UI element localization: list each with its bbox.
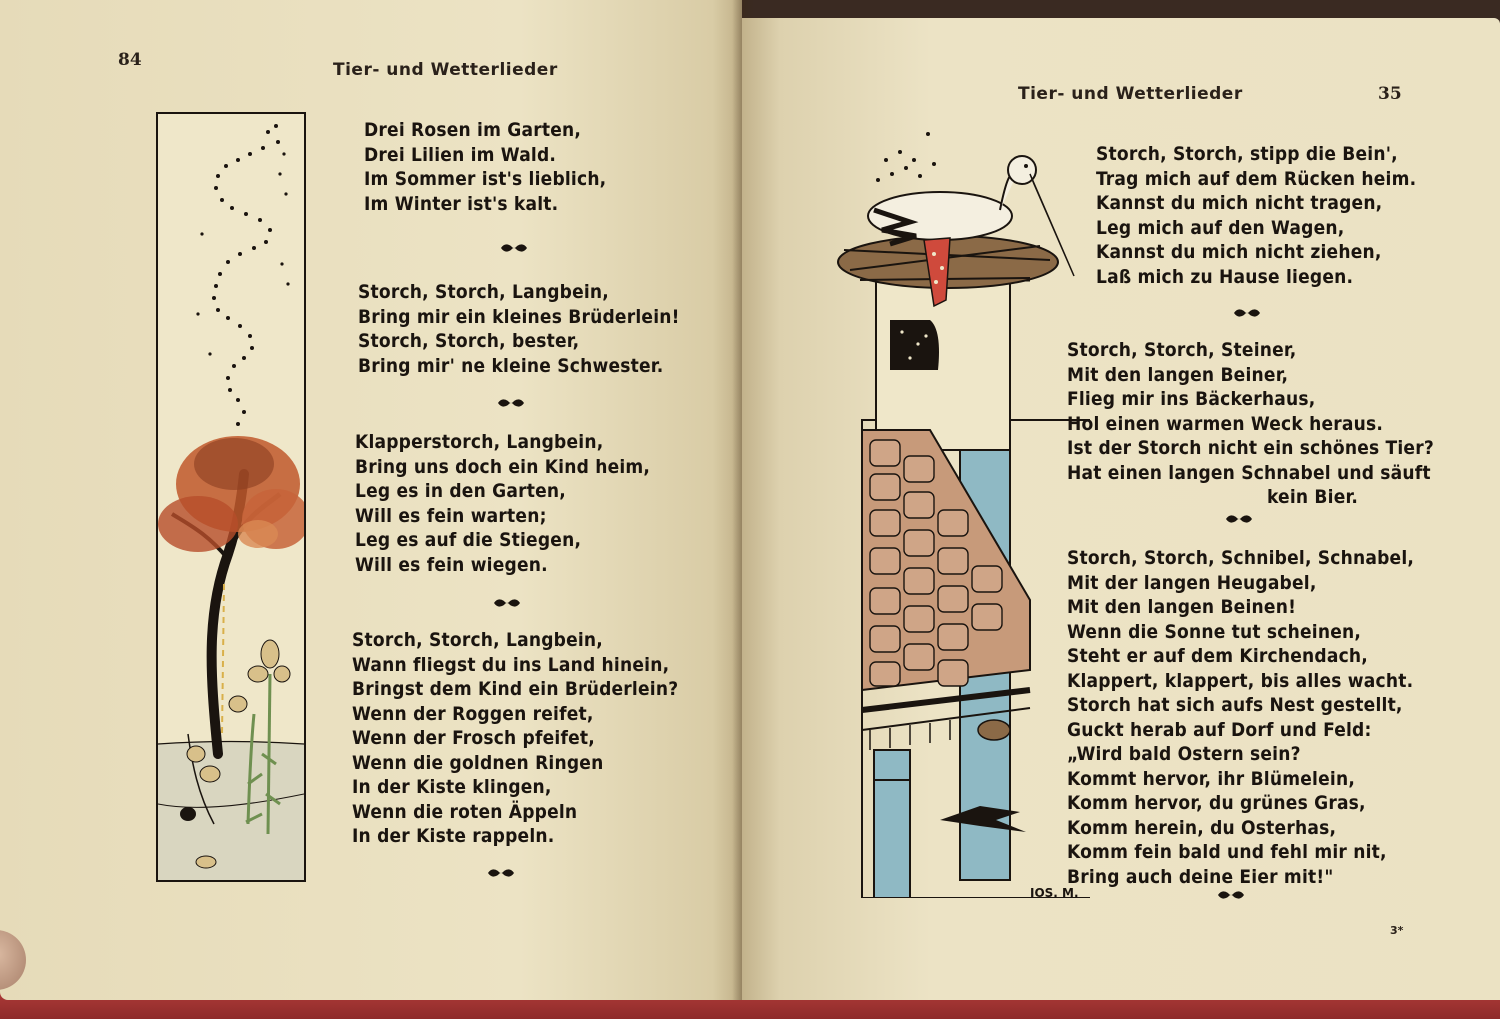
verse-line: Trag mich auf dem Rücken heim.	[1096, 167, 1417, 190]
verse-line: Wann fliegst du ins Land hinein,	[352, 653, 670, 676]
verse-line: Im Winter ist's kalt.	[364, 192, 559, 215]
verse-line: Laß mich zu Hause liegen.	[1096, 265, 1354, 288]
verse-line: Leg mich auf den Wagen,	[1096, 216, 1345, 239]
ornament-divider-icon	[492, 596, 522, 610]
verse-line: Komm herein, du Osterhas,	[1067, 816, 1337, 839]
verse-line: In der Kiste klingen,	[352, 776, 552, 798]
ornament-divider-icon	[486, 866, 516, 880]
thumb	[0, 930, 26, 990]
verse-line: Klapperstorch, Langbein,	[355, 431, 604, 453]
left-page-number: 84	[118, 50, 142, 70]
ornament-divider-icon	[1224, 512, 1254, 526]
left-verse-2	[358, 280, 680, 378]
verse-line: Hat einen langen Schnabel und säuft	[1067, 461, 1431, 484]
verse-line: Im Sommer ist's lieblich,	[364, 168, 607, 190]
verse-line: Storch, Storch, stipp die Bein',	[1096, 143, 1398, 165]
verse-line: Steht er auf dem Kirchendach,	[1067, 645, 1368, 667]
illustration-signature: IOS. M.	[1030, 886, 1079, 900]
left-page	[0, 0, 742, 1000]
tree-foliage	[158, 436, 304, 552]
verse-line: Wenn der Roggen reifet,	[352, 702, 594, 725]
left-verse-1	[364, 118, 606, 216]
right-running-head: Tier- und Wetterlieder	[1018, 84, 1243, 104]
verse-line: Kannst du mich nicht ziehen,	[1096, 241, 1382, 263]
verse-line: Storch, Storch, Schnibel, Schnabel,	[1067, 547, 1415, 569]
verse-line: Leg es in den Garten,	[355, 480, 566, 502]
verse-line: Hol einen warmen Weck heraus.	[1067, 412, 1384, 435]
right-verse-2	[1067, 338, 1434, 510]
ornament-divider-icon	[499, 241, 529, 255]
verse-line: Mit den langen Beiner,	[1067, 363, 1289, 386]
verse-line: Ist der Storch nicht ein schönes Tier?	[1067, 437, 1434, 459]
right-verse-3	[1067, 546, 1414, 889]
verse-line: Komm hervor, du grünes Gras,	[1067, 792, 1366, 814]
verse-line: Storch, Storch, Steiner,	[1067, 339, 1297, 361]
left-verse-3	[355, 430, 650, 577]
dotted-smoke-trail	[196, 124, 289, 426]
left-running-head: Tier- und Wetterlieder	[333, 60, 558, 80]
verse-line: Wenn der Frosch pfeifet,	[352, 727, 595, 749]
stork-illustration	[830, 130, 1090, 898]
verse-line: Storch, Storch, Langbein,	[358, 281, 609, 303]
signature-mark: 3*	[1390, 924, 1404, 937]
verse-line: Storch, Storch, Langbein,	[352, 629, 603, 651]
verse-line: In der Kiste rappeln.	[352, 825, 555, 847]
verse-line: Flieg mir ins Bäckerhaus,	[1067, 388, 1316, 410]
tree-illustration-drawing	[158, 114, 304, 880]
verse-line: kein Bier.	[1267, 486, 1359, 508]
stork-illustration-drawing	[830, 130, 1090, 898]
verse-line: Drei Rosen im Garten,	[364, 119, 582, 141]
verse-line: Mit den langen Beinen!	[1067, 596, 1297, 618]
verse-line: Drei Lilien im Wald.	[364, 143, 557, 166]
verse-line: Mit der langen Heugabel,	[1067, 571, 1317, 594]
verse-line: Bring uns doch ein Kind heim,	[355, 455, 651, 478]
verse-line: Bringst dem Kind ein Brüderlein?	[352, 678, 679, 700]
verse-line: Will es fein wiegen.	[355, 553, 548, 576]
verse-line: „Wird bald Ostern sein?	[1067, 743, 1301, 765]
verse-line: Storch, Storch, bester,	[358, 330, 580, 352]
tree-illustration	[156, 112, 306, 882]
right-page-number: 35	[1378, 84, 1402, 104]
ornament-divider-icon	[496, 396, 526, 410]
ornament-divider-icon	[1216, 888, 1246, 902]
ornament-divider-icon	[1232, 306, 1262, 320]
verse-line: Kommt hervor, ihr Blümelein,	[1067, 767, 1356, 790]
verse-line: Wenn die Sonne tut scheinen,	[1067, 620, 1362, 643]
verse-line: Wenn die roten Äppeln	[352, 800, 578, 823]
verse-line: Wenn die goldnen Ringen	[352, 751, 604, 774]
verse-line: Kannst du mich nicht tragen,	[1096, 192, 1383, 214]
right-page	[742, 18, 1500, 1000]
left-verse-4	[352, 628, 678, 849]
verse-line: Storch hat sich aufs Nest gestellt,	[1067, 694, 1403, 716]
verse-line: Bring mir' ne kleine Schwester.	[358, 354, 664, 377]
verse-line: Will es fein warten;	[355, 504, 547, 527]
verse-line: Leg es auf die Stiegen,	[355, 529, 582, 551]
attic-window	[890, 320, 939, 370]
verse-line: Komm fein bald und fehl mir nit,	[1067, 841, 1387, 863]
verse-line: Klappert, klappert, bis alles wacht.	[1067, 669, 1414, 692]
verse-line: Guckt herab auf Dorf und Feld:	[1067, 718, 1372, 741]
verse-line: Bring auch deine Eier mit!"	[1067, 865, 1334, 888]
downpipe	[874, 750, 910, 898]
verse-line: Bring mir ein kleines Brüderlein!	[358, 305, 680, 328]
right-verse-1	[1096, 142, 1416, 289]
